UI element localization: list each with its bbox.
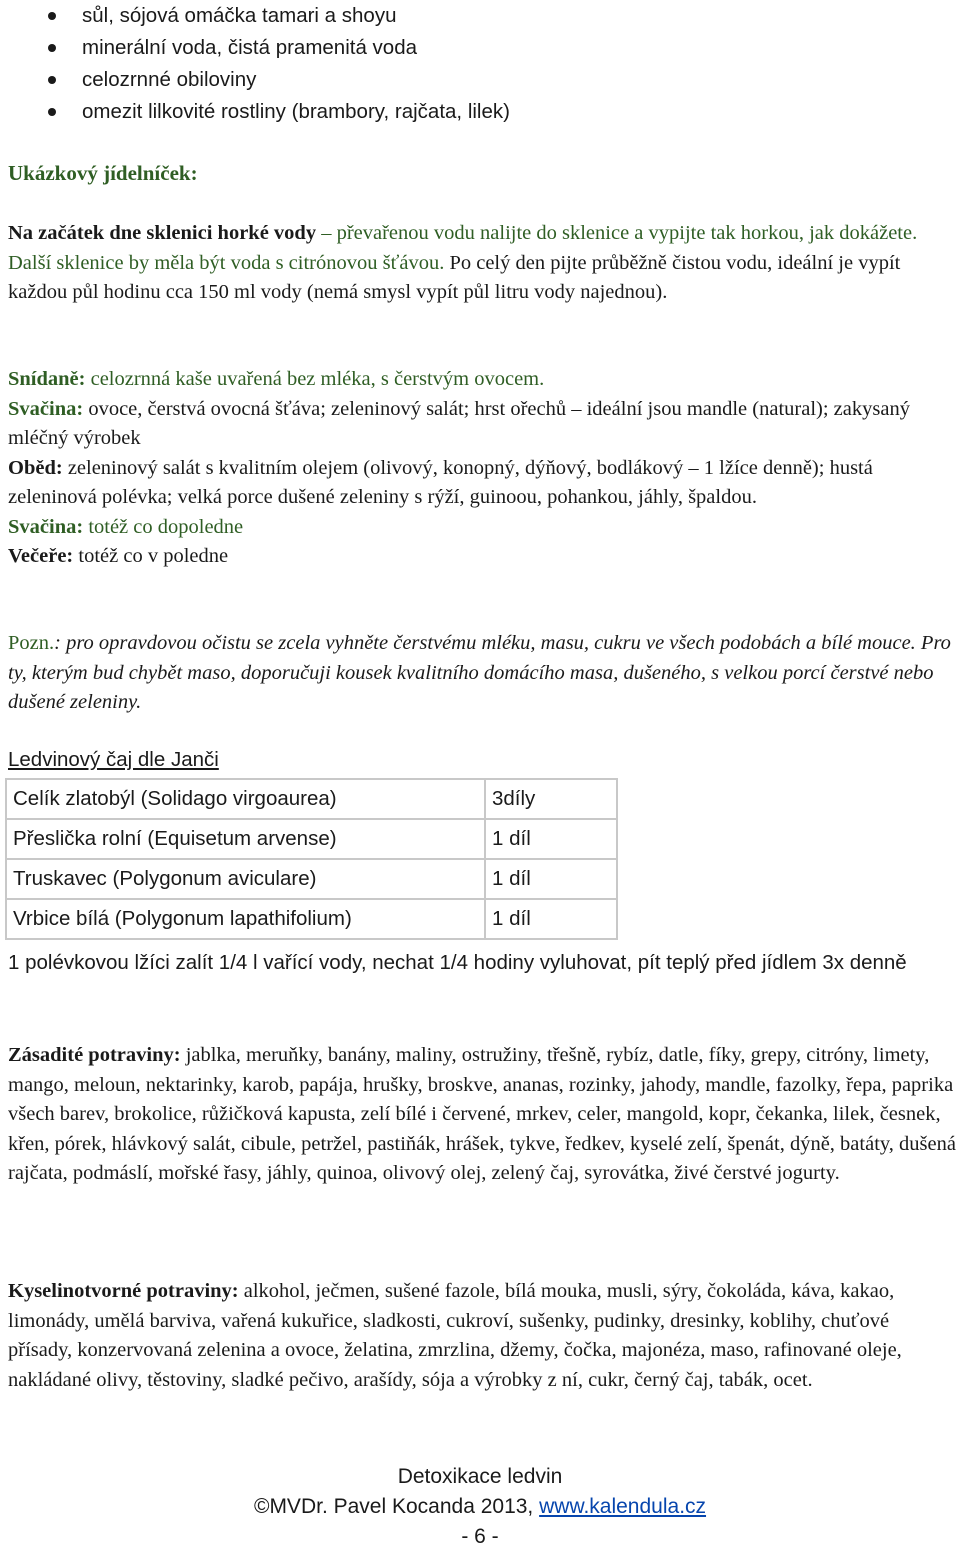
list-item [0,32,510,64]
table-row [6,899,617,939]
meal-label: Svačina: [8,515,84,538]
herb-amount: 1 díl [485,859,617,899]
meal-text: totéž co dopoledne [83,515,244,538]
meal-plan [8,365,956,572]
acidic-foods [8,1277,956,1395]
alkaline-label: Zásadité potraviny: [8,1044,181,1066]
bullet-icon [48,12,56,20]
herb-name: Truskavec (Polygonum aviculare) [6,859,485,899]
list-item-text: minerální voda, čistá pramenitá voda [82,36,418,59]
meal-line [8,513,956,543]
bullet-icon [48,108,56,116]
meal-label: Oběd: [8,456,63,479]
footer-title: Detoxikace ledvin [397,1465,563,1488]
herb-name: Vrbice bílá (Polygonum lapathifolium) [6,899,485,939]
note-text: : pro opravdovou očistu se zcela vyhněte čerstvému mléku, masu, cukru ve všech podobách a bílé mouce. Pro ty, kterým bud chybět maso, doporučuji kousek kvalitního domácího masa, dušeného, s velkou porcí čerstvé nebo dušené zeleniny. [8,632,951,713]
acidic-label: Kyselinotvorné potraviny: [8,1280,239,1302]
copyright-text: ©MVDr. Pavel Kocanda 2013, [253,1495,540,1518]
tea-instructions: 1 polévkovou lžíci zalít 1/4 l vařící vody, nechat 1/4 hodiny vyluhovat, pít teplý před jídlem 3x denně [8,951,907,974]
bullet-icon [48,76,56,84]
meal-label: Snídaně: [8,368,86,390]
list-item [0,64,510,96]
table-row [6,859,617,899]
herb-amount: 3díly [485,779,617,819]
page-number: - 6 - [461,1525,499,1548]
herb-amount: 1 díl [485,819,617,859]
meal-line [8,454,956,513]
table-row [6,819,617,859]
bullet-icon [48,44,56,52]
herb-name: Celík zlatobýl (Solidago virgoaurea) [6,779,485,819]
intro-paragraph [8,219,956,308]
alkaline-foods [8,1041,956,1189]
list-item-text: celozrnné obiloviny [82,68,257,91]
meal-label: Svačina: [8,397,84,420]
table-row [6,779,617,819]
intro-green: – převařenou vodu nalijte do sklenice a vypijte tak horkou, jak dokážete. Další sklenice by měla být voda s citrónovou šťávou. [8,222,918,274]
bullet-list [0,0,510,128]
meal-line [8,542,956,572]
intro-bold: Na začátek dne sklenici horké vody [8,222,317,244]
tea-heading: Ledvinový čaj dle Janči [8,748,219,771]
meal-text: zeleninový salát s kvalitním olejem (olivový, konopný, dýňový, bodlákový – 1 lžíce denně); hustá zeleninová polévka; velká porce dušené zeleniny s rýží, guinoou, pohankou, jáhly, špaldou. [8,456,873,508]
footer-copyright [0,1492,960,1522]
alkaline-text: jablka, meruňky, banány, maliny, ostružiny, třešně, rybíz, datle, fíky, grepy, citróny, limety, mango, meloun, nektarinky, karob, papája, hrušky, broskve, ananas, rozinky, jahody, mandle, fazolky, řepa, paprika všech barev, brokolice, růžičková kapusta, zelí bílé i červené, mrkev, celer, mangold, kopr, čekanka, lilek, česnek, křen, pórek, hlávkový salát, cibule, petržel, pastiňák, hrášek, tykve, ředkev, kyselé zelí, špenát, dýně, batáty, dušená rajčata, podmáslí, mořské řasy, jáhly, quinoa, olivový olej, zelený čaj, syrovátka, živé čerstvé jogurty. [8,1044,956,1184]
meal-text: totéž co v poledne [73,545,229,567]
note-paragraph [8,629,956,718]
list-item-text: omezit lilkovité rostliny (brambory, rajčata, lilek) [82,100,510,123]
note-label: Pozn. [8,632,55,654]
meal-line [8,395,956,454]
herb-name: Přeslička rolní (Equisetum arvense) [6,819,485,859]
meal-text: ovoce, čerstvá ovocná šťáva; zeleninový salát; hrst ořechů – ideální jsou mandle (natural); zakysaný mléčný výrobek [8,397,910,449]
herb-table [5,778,618,940]
meal-text: celozrnná kaše uvařená bez mléka, s čerstvým ovocem. [85,368,545,390]
meal-label: Večeře: [8,545,74,567]
menu-heading: Ukázkový jídelníček: [8,161,198,185]
website-link[interactable]: www.kalendula.cz [539,1495,707,1518]
list-item-text: sůl, sójová omáčka tamari a shoyu [82,4,397,27]
meal-line [8,365,956,395]
intro-plain: Po celý den pijte průběžně čistou vodu, ideální je vypít každou půl hodinu cca 150 ml vody (nemá smysl vypít půl litru vody najednou). [8,251,901,303]
list-item [0,96,510,128]
herb-amount: 1 díl [485,899,617,939]
list-item [0,0,510,32]
acidic-text: alkohol, ječmen, sušené fazole, bílá mouka, musli, sýry, čokoláda, káva, kakao, limonády, umělá barviva, vařená kukuřice, sladkosti, cukroví, sušenky, pudinky, dresinky, koblihy, chuťové přísady, konzervovaná zelenina a ovoce, želatina, zmrzlina, džemy, čočka, majonéza, maso, rafinované oleje, nakládané olivy, těstoviny, sladké pečivo, arašídy, sója a výrobky z ní, cukr, černý čaj, tabák, ocet. [8,1280,902,1391]
